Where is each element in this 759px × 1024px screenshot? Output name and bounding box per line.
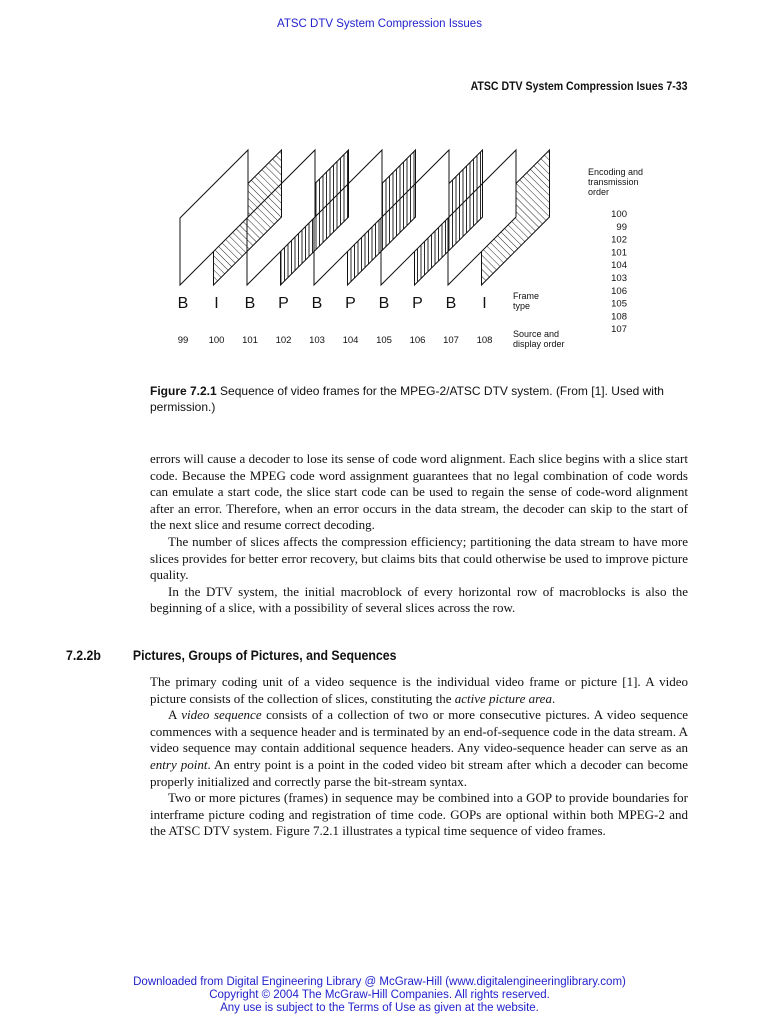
paragraph: errors will cause a decoder to lose its sense of code word alignment. Each slice begins with a slice start code. Because the MPEG code word assignment guarantees that no legal combination of code words can emulate a start code, the slice start code can be used to regain the sense of code-word alignment after an error. Therefore, when an error occurs in the data stream, the decoder can skip to the start of the next slice and resume correct decoding. (150, 451, 688, 533)
encoding-order-label: 104 (611, 260, 627, 272)
figure-caption-label: Figure 7.2.1 (150, 384, 217, 398)
encoding-order-label: 102 (611, 234, 627, 246)
encoding-order-axis-label-line1: Encoding and (588, 167, 644, 177)
footer-link[interactable]: Downloaded from Digital Engineering Library @ McGraw-Hill (www.digitalengineeringlibrary.com) (133, 976, 626, 988)
frame-type-label: P (412, 295, 423, 312)
display-order-label: 100 (208, 335, 225, 346)
body-text-top (150, 451, 688, 617)
footer-terms[interactable]: Any use is subject to the Terms of Use as given at the website. (220, 1002, 539, 1014)
footer (0, 976, 759, 1015)
display-order-label: 105 (376, 335, 392, 346)
display-order-label: 99 (177, 335, 189, 346)
frame-type-label: I (214, 295, 219, 312)
encoding-order-label: 101 (611, 247, 627, 259)
frame-type-label: I (482, 295, 487, 312)
display-order-label: 104 (342, 335, 359, 346)
frame-type-label: B (177, 295, 189, 312)
footer-copyright: Copyright © 2004 The McGraw-Hill Companies. All rights reserved. (209, 989, 550, 1001)
encoding-order-label: 108 (611, 311, 627, 323)
encoding-order-label: 100 (611, 209, 627, 220)
encoding-order-axis-label-line3: order (588, 187, 610, 197)
frame-type-label: B (311, 295, 323, 312)
frame-type-axis-label-line1: Frame (513, 291, 540, 301)
section-heading (66, 647, 396, 663)
display-order-label: 102 (275, 335, 292, 346)
display-order-label: 107 (443, 335, 459, 346)
frame-type-axis-label-line2: type (513, 301, 531, 311)
frame-type-label: B (378, 295, 390, 312)
frame-type-label: B (244, 295, 256, 312)
paragraph: Two or more pictures (frames) in sequence may be combined into a GOP to provide boundaries for interframe picture coding and registration of time code. GOPs are optional within both MPEG-2 and the ATSC DTV system. Figure 7.2.1 illustrates a typical time sequence of video frames. (150, 790, 688, 839)
display-order-label: 108 (476, 335, 493, 346)
top-link[interactable]: ATSC DTV System Compression Issues (277, 18, 482, 30)
figure-caption-text: Sequence of video frames for the MPEG-2/ATSC DTV system. (From [1]. Used with permission.) (150, 384, 664, 414)
encoding-order-axis-label-line2: transmission (588, 177, 639, 187)
frame-sequence-figure (0, 0, 759, 370)
display-order-axis-label-line2: display order (513, 339, 565, 349)
encoding-order-label: 105 (611, 298, 627, 310)
frame-type-label: B (445, 295, 457, 312)
body-text-section (150, 674, 688, 840)
display-order-label: 101 (242, 335, 258, 346)
display-order-label: 103 (309, 335, 325, 346)
frame-type-label: P (345, 295, 356, 312)
section-number: 7.2.2b (66, 647, 101, 663)
frame-type-label: P (278, 295, 289, 312)
encoding-order-label: 103 (611, 273, 627, 284)
paragraph: The number of slices affects the compression efficiency; partitioning the data stream to have more slices provides for better error recovery, but claims bits that could otherwise be used to improve picture quality. (150, 533, 688, 583)
paragraph: A video sequence consists of a collection of two or more consecutive pictures. A video sequence commences with a sequence header and is terminated by an end-of-sequence code in the data stream. A video sequence may contain additional sequence headers. Any video-sequence header can serve as an entry point. An entry point is a point in the coded video bit stream after which a decoder can become properly initialized and correctly parse the bit-stream syntax. (150, 707, 689, 789)
section-title: Pictures, Groups of Pictures, and Sequences (132, 647, 397, 663)
paragraph: In the DTV system, the initial macroblock of every horizontal row of macroblocks is also the beginning of a slice, with a possibility of several slices across the row. (150, 583, 688, 616)
encoding-order-label: 99 (616, 221, 627, 233)
encoding-order-label: 107 (611, 324, 627, 336)
running-head: ATSC DTV System Compression Isues 7-33 (471, 79, 688, 93)
figure-caption (150, 383, 688, 415)
display-order-axis-label-line1: Source and (513, 329, 560, 339)
encoding-order-label: 106 (611, 285, 627, 297)
paragraph: The primary coding unit of a video sequence is the individual video frame or picture [1]. A video picture consists of the collection of slices, constituting the active picture area. (150, 674, 688, 706)
display-order-label: 106 (409, 335, 426, 346)
